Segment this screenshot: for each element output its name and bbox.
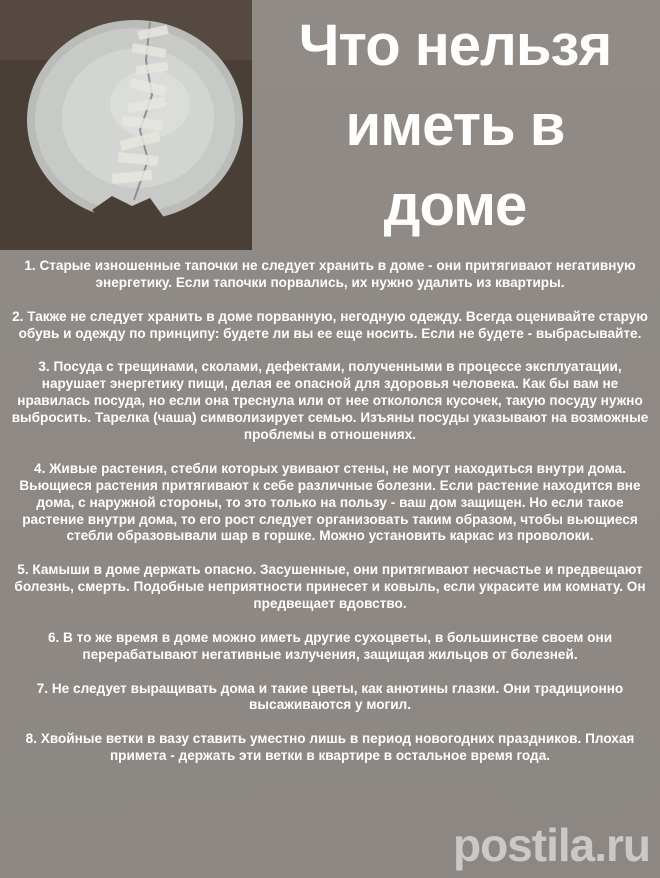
title-line-1: Что нельзя [298, 13, 612, 78]
page-title [255, 6, 655, 246]
paragraph-1: 1. Старые изношенные тапочки не следует хранить в доме - они притягивают негативную энергетику. Если тапочки порвались, их нужно удалить из квартиры. [24, 258, 636, 290]
paragraph-3: 3. Посуда с трещинами, сколами, дефектами, полученными в процессе эксплуатации, нарушает энергетику пищи, делая ее опасной для здоровья человека. Как бы вам не нравилась посуда, но если она треснула или от нее откололся кусочек, такую посуду нужно выбросить. Тарелка (чаша) символизирует семью. Изъяны посуды указывают на возможные проблемы в отношениях. [11, 359, 649, 443]
paragraph-8: 8. Хвойные ветки в вазу ставить уместно лишь в период новогодних праздников. Плохая примета - держать эти ветки в квартире в остальное время года. [25, 731, 635, 764]
paragraph-7: 7. Не следует выращивать дома и такие цветы, как анютины глазки. Они традиционно высаживаются у могил. [36, 680, 624, 713]
title-line-3: доме [383, 173, 527, 238]
broken-plate-photo [0, 0, 252, 250]
broken-plate-illustration [0, 0, 252, 250]
article-body [10, 258, 650, 782]
paragraph-6: 6. В то же время в доме можно иметь другие сухоцветы, в большинстве своем они перерабатывают негативные излучения, защищая жильцов от болезней. [47, 629, 613, 662]
paragraph-2: 2. Также не следует хранить в доме порванную, негодную одежду. Всегда оценивайте старую обувь и одежду по принципу: будете ли вы ее еще носить. Если не будете - выбрасывайте. [12, 308, 648, 341]
paragraph-4: 4. Живые растения, стебли которых увивают стены, не могут находиться внутри дома. Вьющиеся растения притягивают к себе различные болезни. Если растение находится вне дома, с наружной стороны, то это только на пользу - ваш дом защищен. Но если такое растение внутри дома, то его рост следует организовать таким образом, чтобы вьющиеся стебли образовывали шар в горшке. Можно установить каркас из проволоки. [19, 460, 641, 544]
paragraph-5: 5. Камыши в доме держать опасно. Засушенные, они притягивают несчастье и предвещают болезнь, смерть. Подобные неприятности принесет и ковыль, если украсите им комнату. Он предвещает вдовство. [14, 562, 646, 612]
title-line-2: иметь в [345, 93, 565, 158]
watermark: postila.ru [452, 819, 650, 871]
